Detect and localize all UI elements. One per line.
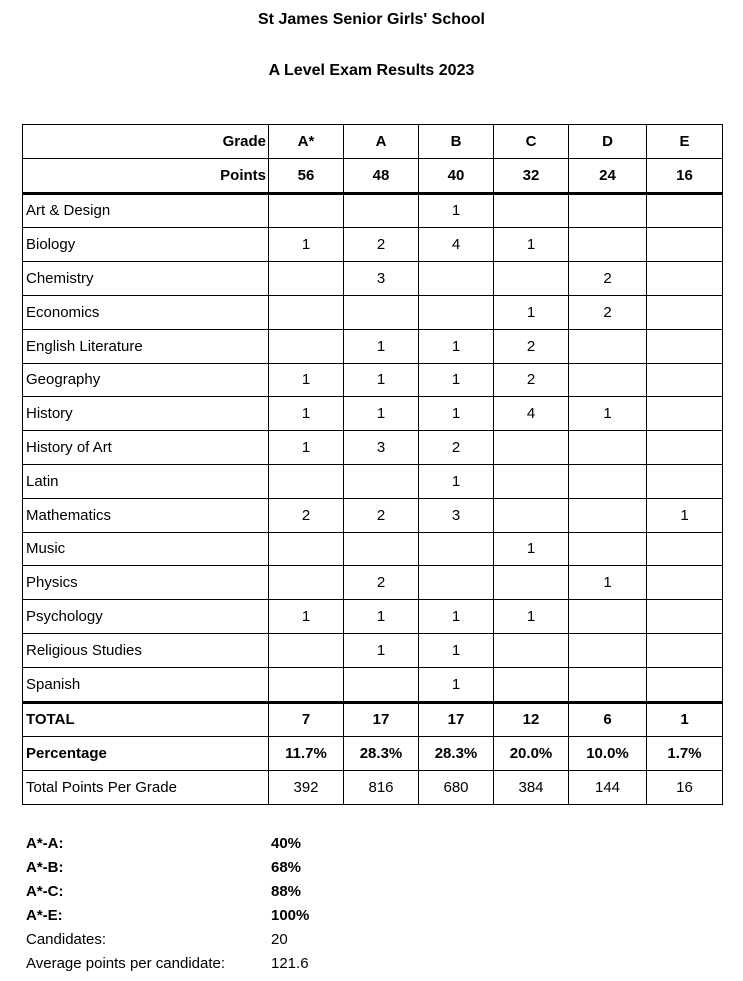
grade-count-cell: [494, 464, 569, 498]
summary-label: A*-A:: [26, 835, 64, 852]
subject-name: Latin: [23, 464, 269, 498]
grade-count-cell: [269, 262, 344, 296]
points-cell: 32: [494, 158, 569, 193]
grade-count-cell: [344, 464, 419, 498]
total-cell: 1: [647, 702, 723, 737]
grade-count-cell: 1: [419, 464, 494, 498]
grade-count-cell: 1: [494, 295, 569, 329]
total-cell: 6: [569, 702, 647, 737]
subject-row: [23, 262, 723, 296]
grade-count-cell: [494, 193, 569, 228]
subject-name: Psychology: [23, 600, 269, 634]
grade-count-cell: [269, 667, 344, 702]
total-cell: 7: [269, 702, 344, 737]
summary-row: [26, 904, 309, 928]
grade-count-cell: 3: [419, 498, 494, 532]
percentage-cell: 28.3%: [419, 737, 494, 771]
grade-count-cell: [269, 295, 344, 329]
grade-count-cell: [569, 667, 647, 702]
grade-count-cell: [419, 566, 494, 600]
grade-count-cell: 1: [344, 329, 419, 363]
grade-count-cell: [344, 532, 419, 566]
grade-count-cell: [569, 329, 647, 363]
total-points-label: Total Points Per Grade: [23, 771, 269, 805]
grade-count-cell: [569, 464, 647, 498]
subject-name: Spanish: [23, 667, 269, 702]
summary-value: 20: [271, 931, 288, 948]
grade-count-cell: [569, 633, 647, 667]
summary-label: Average points per candidate:: [26, 955, 226, 972]
total-points-cell: 144: [569, 771, 647, 805]
grade-count-cell: [494, 667, 569, 702]
points-row: [23, 158, 723, 193]
grade-label: Grade: [23, 125, 269, 159]
points-cell: 40: [419, 158, 494, 193]
subject-name: Art & Design: [23, 193, 269, 228]
grade-count-cell: 1: [269, 431, 344, 465]
summary-row: [26, 880, 309, 904]
subject-name: Economics: [23, 295, 269, 329]
grade-count-cell: 2: [269, 498, 344, 532]
total-points-cell: 384: [494, 771, 569, 805]
grade-count-cell: [569, 193, 647, 228]
grade-count-cell: 1: [494, 600, 569, 634]
total-points-cell: 680: [419, 771, 494, 805]
grade-count-cell: 2: [569, 295, 647, 329]
subject-name: Chemistry: [23, 262, 269, 296]
percentage-cell: 10.0%: [569, 737, 647, 771]
grade-count-cell: 1: [419, 667, 494, 702]
grade-count-cell: 1: [344, 600, 419, 634]
grade-count-cell: 1: [269, 600, 344, 634]
grade-count-cell: [494, 498, 569, 532]
report-title: A Level Exam Results 2023: [268, 62, 475, 79]
subject-row: [23, 464, 723, 498]
grade-count-cell: 1: [569, 566, 647, 600]
points-label: Points: [23, 158, 269, 193]
grade-count-cell: 3: [344, 431, 419, 465]
grade-header-cell: A: [344, 125, 419, 159]
grade-count-cell: [647, 532, 723, 566]
subject-name: Biology: [23, 228, 269, 262]
grade-count-cell: [494, 633, 569, 667]
grade-count-cell: [269, 532, 344, 566]
grade-count-cell: [647, 397, 723, 431]
grade-count-cell: [647, 193, 723, 228]
subject-name: English Literature: [23, 329, 269, 363]
grade-count-cell: 1: [419, 193, 494, 228]
subject-row: [23, 397, 723, 431]
grade-count-cell: [419, 532, 494, 566]
grade-count-cell: 3: [344, 262, 419, 296]
grade-count-cell: 1: [647, 498, 723, 532]
percentage-label: Percentage: [23, 737, 269, 771]
grade-count-cell: [569, 600, 647, 634]
grade-count-cell: 2: [494, 329, 569, 363]
points-cell: 48: [344, 158, 419, 193]
grade-count-cell: 1: [269, 228, 344, 262]
subject-row: [23, 498, 723, 532]
total-points-cell: 16: [647, 771, 723, 805]
grade-count-cell: 4: [494, 397, 569, 431]
grade-count-cell: 2: [344, 228, 419, 262]
grade-count-cell: [647, 633, 723, 667]
subject-name: Mathematics: [23, 498, 269, 532]
grade-count-cell: [419, 295, 494, 329]
grade-count-cell: [647, 667, 723, 702]
grade-count-cell: 1: [269, 397, 344, 431]
grade-count-cell: [647, 262, 723, 296]
subject-row: [23, 329, 723, 363]
summary-row: [26, 832, 309, 856]
grade-count-cell: [647, 566, 723, 600]
grade-count-cell: 1: [419, 397, 494, 431]
grade-count-cell: 1: [344, 397, 419, 431]
subject-name: Geography: [23, 363, 269, 397]
grade-count-cell: 1: [419, 600, 494, 634]
points-cell: 56: [269, 158, 344, 193]
grade-count-cell: 2: [419, 431, 494, 465]
school-title: St James Senior Girls' School: [258, 11, 485, 28]
summary-row: [26, 952, 309, 976]
percentage-row: [23, 737, 723, 771]
percentage-cell: 20.0%: [494, 737, 569, 771]
grade-count-cell: [269, 329, 344, 363]
grade-count-cell: [344, 295, 419, 329]
grade-header-cell: A*: [269, 125, 344, 159]
grade-count-cell: [269, 566, 344, 600]
grade-count-cell: [344, 193, 419, 228]
total-label: TOTAL: [23, 702, 269, 737]
subject-row: [23, 566, 723, 600]
summary-row: [26, 928, 309, 952]
grade-count-cell: [647, 295, 723, 329]
total-points-cell: 816: [344, 771, 419, 805]
percentage-cell: 1.7%: [647, 737, 723, 771]
summary-value: 121.6: [271, 955, 309, 972]
grade-count-cell: [344, 667, 419, 702]
grade-count-cell: [569, 532, 647, 566]
grade-count-cell: 1: [419, 363, 494, 397]
grade-count-cell: 4: [419, 228, 494, 262]
grade-count-cell: [569, 228, 647, 262]
grade-count-cell: 1: [419, 633, 494, 667]
total-row: [23, 702, 723, 737]
summary-value: 100%: [271, 907, 310, 924]
grade-count-cell: [647, 329, 723, 363]
total-points-cell: 392: [269, 771, 344, 805]
grade-count-cell: 1: [494, 532, 569, 566]
subject-row: [23, 228, 723, 262]
summary-label: Candidates:: [26, 931, 107, 948]
subject-name: Religious Studies: [23, 633, 269, 667]
grade-count-cell: [269, 633, 344, 667]
grade-count-cell: 1: [494, 228, 569, 262]
summary-label: A*-C:: [26, 883, 64, 900]
summary-value: 68%: [271, 859, 302, 876]
grade-count-cell: [647, 600, 723, 634]
subject-row: [23, 363, 723, 397]
subject-row: [23, 431, 723, 465]
subject-name: History of Art: [23, 431, 269, 465]
grade-header-cell: D: [569, 125, 647, 159]
subject-row: [23, 532, 723, 566]
grade-count-cell: 2: [344, 566, 419, 600]
grade-count-cell: 2: [344, 498, 419, 532]
subject-row: [23, 193, 723, 228]
percentage-cell: 28.3%: [344, 737, 419, 771]
subject-row: [23, 600, 723, 634]
grade-count-cell: [569, 431, 647, 465]
summary-label: A*-B:: [26, 859, 64, 876]
grade-count-cell: [494, 431, 569, 465]
grade-count-cell: [647, 464, 723, 498]
points-cell: 16: [647, 158, 723, 193]
summary-row: [26, 856, 309, 880]
points-cell: 24: [569, 158, 647, 193]
subject-row: [23, 667, 723, 702]
grade-count-cell: 2: [569, 262, 647, 296]
total-cell: 17: [419, 702, 494, 737]
total-points-row: [23, 771, 723, 805]
grade-count-cell: [647, 431, 723, 465]
grade-count-cell: 1: [344, 633, 419, 667]
grade-header-row: [23, 125, 723, 159]
percentage-cell: 11.7%: [269, 737, 344, 771]
subject-name: Music: [23, 532, 269, 566]
grade-count-cell: 2: [494, 363, 569, 397]
subject-name: Physics: [23, 566, 269, 600]
grade-count-cell: 1: [419, 329, 494, 363]
grade-count-cell: [647, 228, 723, 262]
grade-count-cell: [569, 498, 647, 532]
grade-count-cell: [569, 363, 647, 397]
grade-header-cell: B: [419, 125, 494, 159]
grade-count-cell: [494, 566, 569, 600]
grade-count-cell: 1: [569, 397, 647, 431]
grade-count-cell: [269, 193, 344, 228]
grade-count-cell: [647, 363, 723, 397]
grade-count-cell: 1: [269, 363, 344, 397]
summary-value: 88%: [271, 883, 302, 900]
grade-count-cell: [269, 464, 344, 498]
grade-count-cell: [419, 262, 494, 296]
grade-header-cell: E: [647, 125, 723, 159]
total-cell: 12: [494, 702, 569, 737]
summary-value: 40%: [271, 835, 302, 852]
summary-section: [26, 832, 309, 976]
total-cell: 17: [344, 702, 419, 737]
grade-count-cell: [494, 262, 569, 296]
subject-row: [23, 295, 723, 329]
summary-label: A*-E:: [26, 907, 63, 924]
grade-count-cell: 1: [344, 363, 419, 397]
results-table: [22, 124, 723, 805]
subject-row: [23, 633, 723, 667]
subject-name: History: [23, 397, 269, 431]
grade-header-cell: C: [494, 125, 569, 159]
